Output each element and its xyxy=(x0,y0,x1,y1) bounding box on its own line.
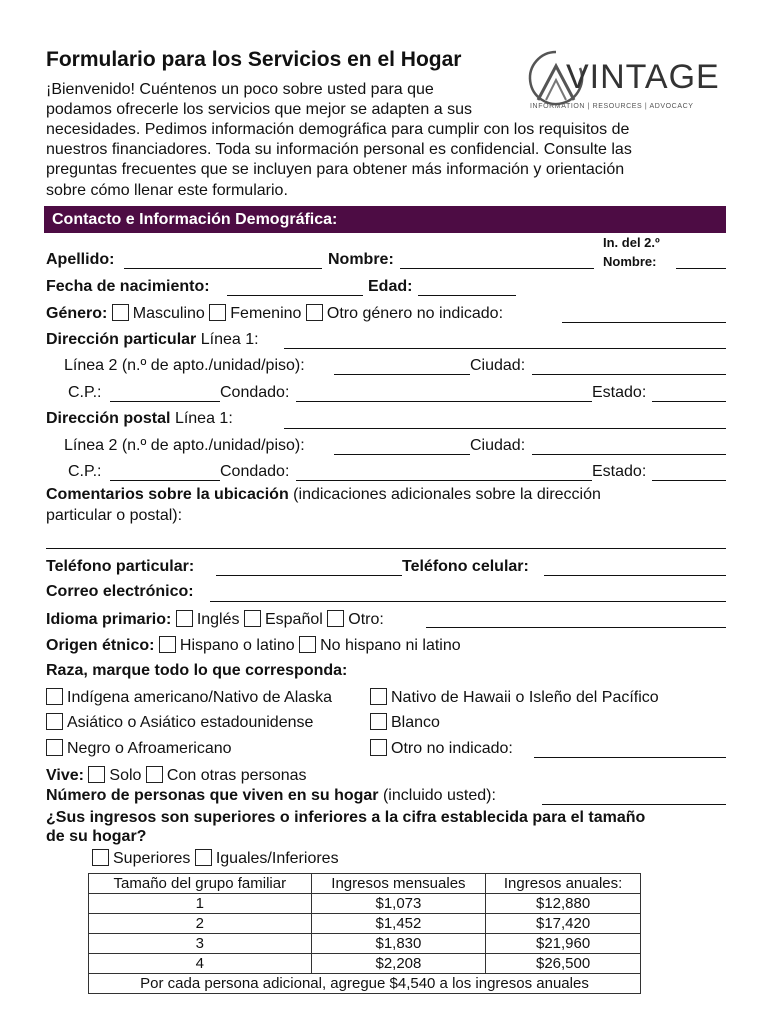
estado-label-1: Estado: xyxy=(592,384,647,401)
ciudad-field-1[interactable] xyxy=(532,374,726,375)
table-cell: $1,452 xyxy=(311,914,486,934)
femenino-checkbox[interactable] xyxy=(209,304,226,321)
masculino-label: Masculino xyxy=(132,305,205,322)
page-title: Formulario para los Servicios en el Hogar xyxy=(46,48,462,71)
otro-idioma-label: Otro: xyxy=(348,611,384,628)
espanol-checkbox[interactable] xyxy=(244,610,261,627)
dir-postal-linea2-label: Línea 2 (n.º de apto./unidad/piso): xyxy=(64,437,305,454)
apellido-field[interactable] xyxy=(124,268,322,269)
edad-label: Edad: xyxy=(368,278,413,295)
apellido-label: Apellido: xyxy=(46,251,115,268)
ciudad-label-2: Ciudad: xyxy=(470,437,526,454)
otro-idioma-field[interactable] xyxy=(426,627,726,628)
comentarios-desc-2: particular o postal): xyxy=(46,507,183,524)
linea1-postal-label: Línea 1: xyxy=(174,410,233,427)
table-footer: Por cada persona adicional, agregue $4,540 a los ingresos anuales xyxy=(89,974,641,994)
cp-field-2[interactable] xyxy=(110,480,220,481)
intro-line-3: necesidades. Pedimos información demográfica para cumplir con los requisitos de xyxy=(46,121,630,138)
negro-option xyxy=(46,739,232,758)
linea1-label: Línea 1: xyxy=(200,331,259,348)
genero-label: Género: xyxy=(46,305,108,322)
iguales-label: Iguales/Inferiores xyxy=(215,850,339,867)
table-footer-row xyxy=(89,974,641,994)
otro-raza-checkbox[interactable] xyxy=(370,739,387,756)
ingresos-question-1: ¿Sus ingresos son superiores o inferiores a la cifra establecida para el tamaño xyxy=(46,809,646,826)
idioma-row xyxy=(46,610,384,629)
tel-particular-label: Teléfono particular: xyxy=(46,558,195,575)
hawaii-label: Nativo de Hawaii o Isleño del Pacífico xyxy=(391,689,659,706)
ingresos-options xyxy=(92,849,339,868)
fecha-field[interactable] xyxy=(227,295,363,296)
indigena-checkbox[interactable] xyxy=(46,688,63,705)
vive-label: Vive: xyxy=(46,767,84,784)
in2-field[interactable] xyxy=(676,268,726,269)
table-cell: 1 xyxy=(89,894,312,914)
blanco-option xyxy=(370,713,440,732)
dir-particular-linea1-field[interactable] xyxy=(284,348,726,349)
income-table xyxy=(88,873,641,994)
table-cell: $26,500 xyxy=(486,954,641,974)
ingles-label: Inglés xyxy=(196,611,240,628)
table-cell: 4 xyxy=(89,954,312,974)
table-cell: $2,208 xyxy=(311,954,486,974)
condado-label-1: Condado: xyxy=(220,384,290,401)
table-cell: $1,073 xyxy=(311,894,486,914)
correo-label: Correo electrónico: xyxy=(46,583,194,600)
cp-field-1[interactable] xyxy=(110,401,220,402)
solo-checkbox[interactable] xyxy=(88,766,105,783)
hispano-checkbox[interactable] xyxy=(159,636,176,653)
asiatico-option xyxy=(46,713,313,732)
estado-field-1[interactable] xyxy=(652,401,726,402)
num-personas-field[interactable] xyxy=(542,804,726,805)
table-cell: $21,960 xyxy=(486,934,641,954)
ingles-checkbox[interactable] xyxy=(176,610,193,627)
superiores-checkbox[interactable] xyxy=(92,849,109,866)
dir-postal-row xyxy=(46,410,233,428)
no-hispano-checkbox[interactable] xyxy=(299,636,316,653)
asiatico-label: Asiático o Asiático estadounidense xyxy=(67,714,314,731)
origen-row xyxy=(46,636,461,655)
origen-label: Origen étnico: xyxy=(46,637,155,654)
masculino-checkbox[interactable] xyxy=(112,304,129,321)
raza-label: Raza, marque todo lo que corresponda: xyxy=(46,662,348,679)
fecha-label: Fecha de nacimiento: xyxy=(46,278,210,295)
otro-genero-label: Otro género no indicado: xyxy=(326,305,504,322)
table-cell: $1,830 xyxy=(311,934,486,954)
dir-particular-label: Dirección particular xyxy=(46,331,197,348)
hawaii-checkbox[interactable] xyxy=(370,688,387,705)
table-row xyxy=(89,934,641,954)
tel-celular-field[interactable] xyxy=(544,575,726,576)
tel-particular-field[interactable] xyxy=(216,575,402,576)
negro-label: Negro o Afroamericano xyxy=(67,740,232,757)
dir-particular-row xyxy=(46,331,259,349)
dir-postal-linea2-field[interactable] xyxy=(334,454,470,455)
iguales-checkbox[interactable] xyxy=(195,849,212,866)
table-cell: 2 xyxy=(89,914,312,934)
hawaii-option xyxy=(370,688,659,707)
table-cell: 3 xyxy=(89,934,312,954)
vive-row xyxy=(46,766,307,785)
asiatico-checkbox[interactable] xyxy=(46,713,63,730)
dir-particular-linea2-field[interactable] xyxy=(334,374,470,375)
tel-celular-label: Teléfono celular: xyxy=(402,558,529,575)
indigena-option xyxy=(46,688,332,707)
table-row xyxy=(89,914,641,934)
intro-line-5: preguntas frecuentes que se incluyen para obtener más información y orientación xyxy=(46,161,625,178)
condado-field-1[interactable] xyxy=(296,401,592,402)
section-banner: Contacto e Información Demográfica: xyxy=(44,206,726,233)
dir-particular-linea2-label: Línea 2 (n.º de apto./unidad/piso): xyxy=(64,357,305,374)
in2-label-1: In. del 2.º xyxy=(603,235,660,250)
comentarios-desc: (indicaciones adicionales sobre la dirección xyxy=(288,486,601,503)
cp-label-1: C.P.: xyxy=(68,384,102,401)
genero-row xyxy=(46,304,503,323)
superiores-label: Superiores xyxy=(113,850,191,867)
num-personas-row xyxy=(46,787,496,805)
negro-checkbox[interactable] xyxy=(46,739,63,756)
comentarios-row xyxy=(46,486,601,504)
blanco-label: Blanco xyxy=(391,714,440,731)
table-row xyxy=(89,894,641,914)
vintage-logo xyxy=(526,44,726,116)
table-header-row xyxy=(89,874,641,894)
edad-field[interactable] xyxy=(418,295,516,296)
col-header: Tamaño del grupo familiar xyxy=(89,874,312,894)
comentarios-field[interactable] xyxy=(46,548,726,549)
ciudad-label-1: Ciudad: xyxy=(470,357,526,374)
con-otras-checkbox[interactable] xyxy=(146,766,163,783)
cp-label-2: C.P.: xyxy=(68,463,102,480)
correo-field[interactable] xyxy=(210,601,726,602)
otro-genero-checkbox[interactable] xyxy=(306,304,323,321)
nombre-field[interactable] xyxy=(400,268,594,269)
comentarios-label: Comentarios sobre la ubicación xyxy=(46,486,289,503)
num-personas-label: Número de personas que viven en su hogar xyxy=(46,787,379,804)
intro-line-6: sobre cómo llenar este formulario. xyxy=(46,182,288,199)
otro-raza-field[interactable] xyxy=(534,757,726,758)
espanol-label: Español xyxy=(264,611,323,628)
dir-postal-linea1-field[interactable] xyxy=(284,428,726,429)
dir-postal-label: Dirección postal xyxy=(46,410,171,427)
ingresos-question-2: de su hogar? xyxy=(46,828,147,845)
solo-label: Solo xyxy=(109,767,142,784)
intro-line-1: ¡Bienvenido! Cuéntenos un poco sobre usted para que xyxy=(46,81,434,98)
no-hispano-label: No hispano ni latino xyxy=(320,637,461,654)
col-header: Ingresos mensuales xyxy=(311,874,486,894)
con-otras-label: Con otras personas xyxy=(166,767,307,784)
indigena-label: Indígena americano/Nativo de Alaska xyxy=(67,689,333,706)
nombre-label: Nombre: xyxy=(328,251,394,268)
otro-genero-field[interactable] xyxy=(562,322,726,323)
condado-label-2: Condado: xyxy=(220,463,290,480)
ciudad-field-2[interactable] xyxy=(532,454,726,455)
num-personas-desc: (incluido usted): xyxy=(378,787,496,804)
femenino-label: Femenino xyxy=(230,305,302,322)
in2-label-2: Nombre: xyxy=(603,254,657,269)
otro-idioma-checkbox[interactable] xyxy=(327,610,344,627)
intro-line-2: podamos ofrecerle los servicios que mejor se adapten a sus xyxy=(46,101,472,118)
table-cell: $12,880 xyxy=(486,894,641,914)
estado-field-2[interactable] xyxy=(652,480,726,481)
estado-label-2: Estado: xyxy=(592,463,647,480)
otro-raza-label: Otro no indicado: xyxy=(391,740,513,757)
intro-line-4: nuestros financiadores. Toda su información personal es confidencial. Consulte las xyxy=(46,141,632,158)
logo-word: VINTAGE xyxy=(566,58,720,96)
hispano-label: Hispano o latino xyxy=(179,637,295,654)
idioma-label: Idioma primario: xyxy=(46,611,172,628)
blanco-checkbox[interactable] xyxy=(370,713,387,730)
col-header: Ingresos anuales: xyxy=(486,874,641,894)
otro-raza-option xyxy=(370,739,513,758)
logo-tagline: INFORMATION | RESOURCES | ADVOCACY xyxy=(530,103,694,110)
condado-field-2[interactable] xyxy=(296,480,592,481)
table-row xyxy=(89,954,641,974)
table-cell: $17,420 xyxy=(486,914,641,934)
